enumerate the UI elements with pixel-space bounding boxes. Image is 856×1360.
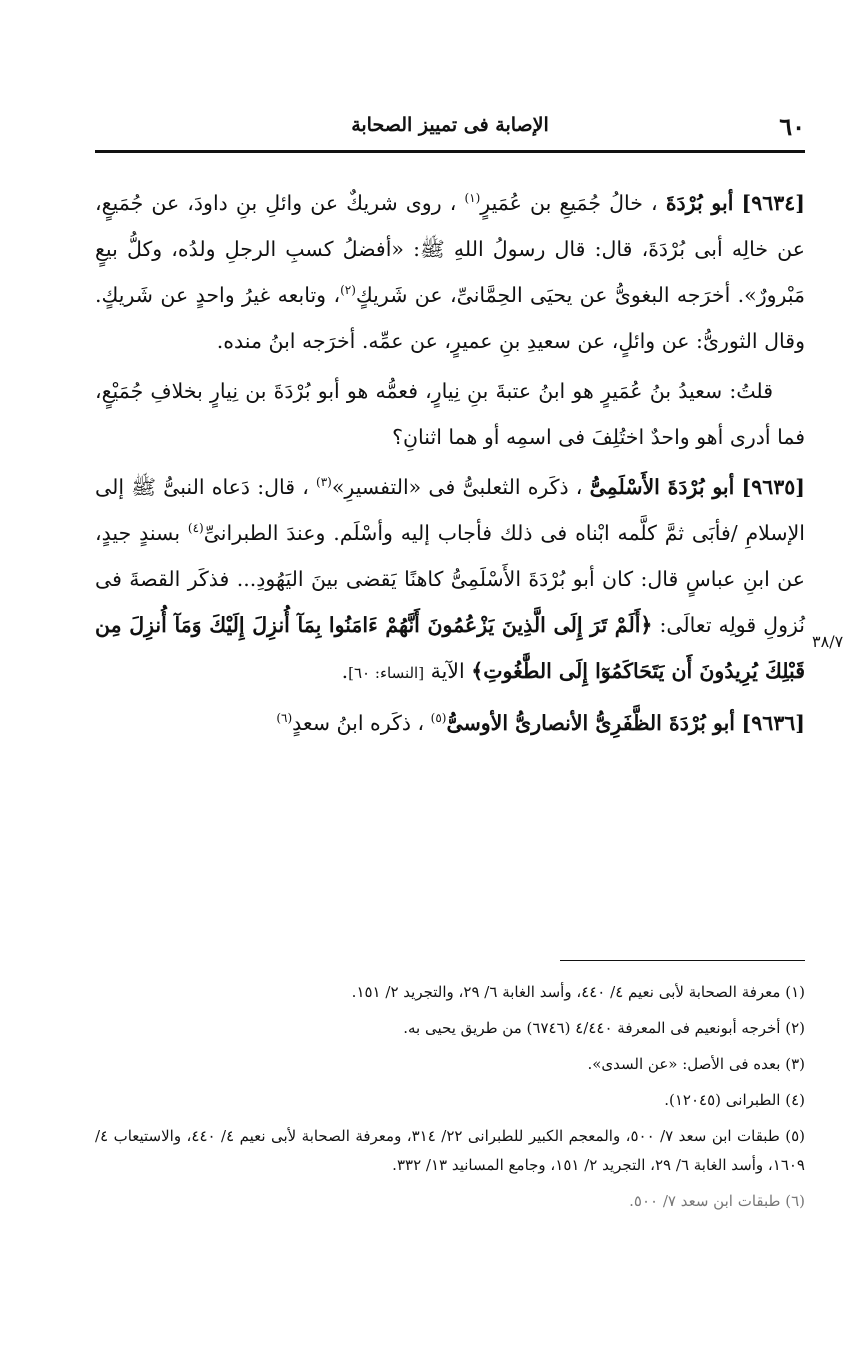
entry-number: [٩٦٣٦] [741,711,805,735]
footnote-ref: (٦) [276,711,293,726]
commentary-paragraph [95,368,805,460]
header-rule [95,150,805,153]
entry-text: ، وتابعه غيرُ واحدٍ عن شَريكٍ. وقال الثورىُّ: عن وائلٍ، عن سعيدِ بنِ عميرٍ، عن عمِّه. أخرَجه ابنُ منده. [95,283,805,353]
footnote-2: (٢) أخرجه أبونعيم فى المعرفة ٤/٤٤٠ (٦٧٤٦) من طريق يحيى به. [403,1019,805,1037]
commentary-text: قلتُ: سعيدُ بنُ عُمَيرٍ هو ابنُ عتبةَ بنِ نِيارٍ، فعمُّه هو أبو بُرْدَةَ بن نِيارٍ بخلافِ جُمَيْعٍ، فما أدرى أهو واحدٌ اختُلِفَ فى اسمِه أو هما اثنانِ؟ [95,379,805,449]
running-title: الإصابة فى تمييز الصحابة [351,114,549,136]
entry-text: ، روى شريكٌ عن وائلِ بنِ داودَ، عن جُمَيعٍ، عن خالِه أبى بُرْدَةَ، قال: قال رسولُ اللهِ ﷺ: «أفضلُ كسبِ الرجلِ ولدُه، وكلُّ بيعٍ مَبْرورٌ». أخرَجه البغوىُّ عن يحيَى الحِمَّانىِّ، عن شَريكٍ [95,191,805,307]
margin-volume-reference: ٣٨/٧ [812,632,844,651]
footnote-ref: (٢) [340,283,356,298]
footnote-ref: (٥) [430,711,447,726]
entry-number: [٩٦٣٥] [741,475,805,499]
footnote-5: (٥) طبقات ابن سعد ٧/ ٥٠٠، والمعجم الكبير للطبرانى ٢٢/ ٣١٤، ومعرفة الصحابة لأبى نعيم ٤/ ٤٤٠، والاستيعاب ٤/ ١٦٠٩، وأسد الغابة ٦/ ٢٩، التجريد ٢/ ١٥١، وجامع المسانيد ١٣/ ٣٣٢. [95,1127,805,1174]
page-header [95,112,805,146]
entry-9634 [95,180,805,364]
footnote-ref: (١) [464,191,481,206]
entry-name: أبو بُرْدَةَ الأَسْلَمِىُّ [589,475,735,499]
footnote-6: (٦) طبقات ابن سعد ٧/ ٥٠٠. [629,1192,805,1210]
quran-verse: ﴿أَلَمْ تَرَ إِلَى الَّذِينَ يَزْعُمُونَ أَنَّهُمْ ءَامَنُوا بِمَآ أُنزِلَ إِلَيْكَ وَمَآ أُنزِلَ مِن قَبْلِكَ يُرِيدُونَ أَن يَتَحَاكَمُوٓا إِلَى الطَّٰغُوتِ﴾ [95,613,805,683]
footnote-ref: (٤) [187,521,204,536]
main-text [95,180,805,750]
entry-text: الآية [430,659,465,683]
entry-text: ، ذكَره الثعلبىُّ فى «التفسيرِ» [331,475,583,499]
entry-text: ، خالُ جُمَيعِ بن عُمَيرٍ [480,191,658,215]
entry-9636 [95,700,805,746]
footnote-1: (١) معرفة الصحابة لأبى نعيم ٤/ ٤٤٠، وأسد الغابة ٦/ ٢٩، والتجريد ٢/ ١٥١. [351,983,805,1001]
verse-citation: [النساء: ٦٠] [348,664,425,682]
entry-text: بسندٍ جيدٍ، عن ابنِ عباسٍ قال: كان أبو بُرْدَةَ الأَسْلَمِىُّ كاهنًا يَقضى بينَ اليَهُودِ... فذكَر القصةَ فى نُزولِ قولِه تعالَى: [95,521,805,637]
entry-text: . [341,659,349,683]
entry-name: أبو بُرْدَةَ الظَّفَرِىُّ الأنصارىُّ الأوسىُّ [446,711,736,735]
page-number: ٦٠ [779,112,805,141]
footnotes [95,978,805,1223]
entry-name: أبو بُرْدَةَ [665,191,734,215]
entry-number: [٩٦٣٤] [741,191,805,215]
entry-9635 [95,464,805,696]
entry-text: ، قال: دَعاه النبىُّ ﷺ إلى الإسلامِ /فأبَى ثمَّ كلَّمه ابْناه فى ذلك فأجاب إليه وأسْلَم. وعندَ الطبرانىِّ [95,475,805,545]
footnote-3: (٣) بعده فى الأصل: «عن السدى». [587,1055,805,1073]
footnote-ref: (٣) [316,475,332,490]
entry-text: ، ذكَره ابنُ سعدٍ [292,711,425,735]
footnote-4: (٤) الطبرانى (١٢٠٤٥). [664,1091,805,1109]
footnote-rule [560,960,805,961]
